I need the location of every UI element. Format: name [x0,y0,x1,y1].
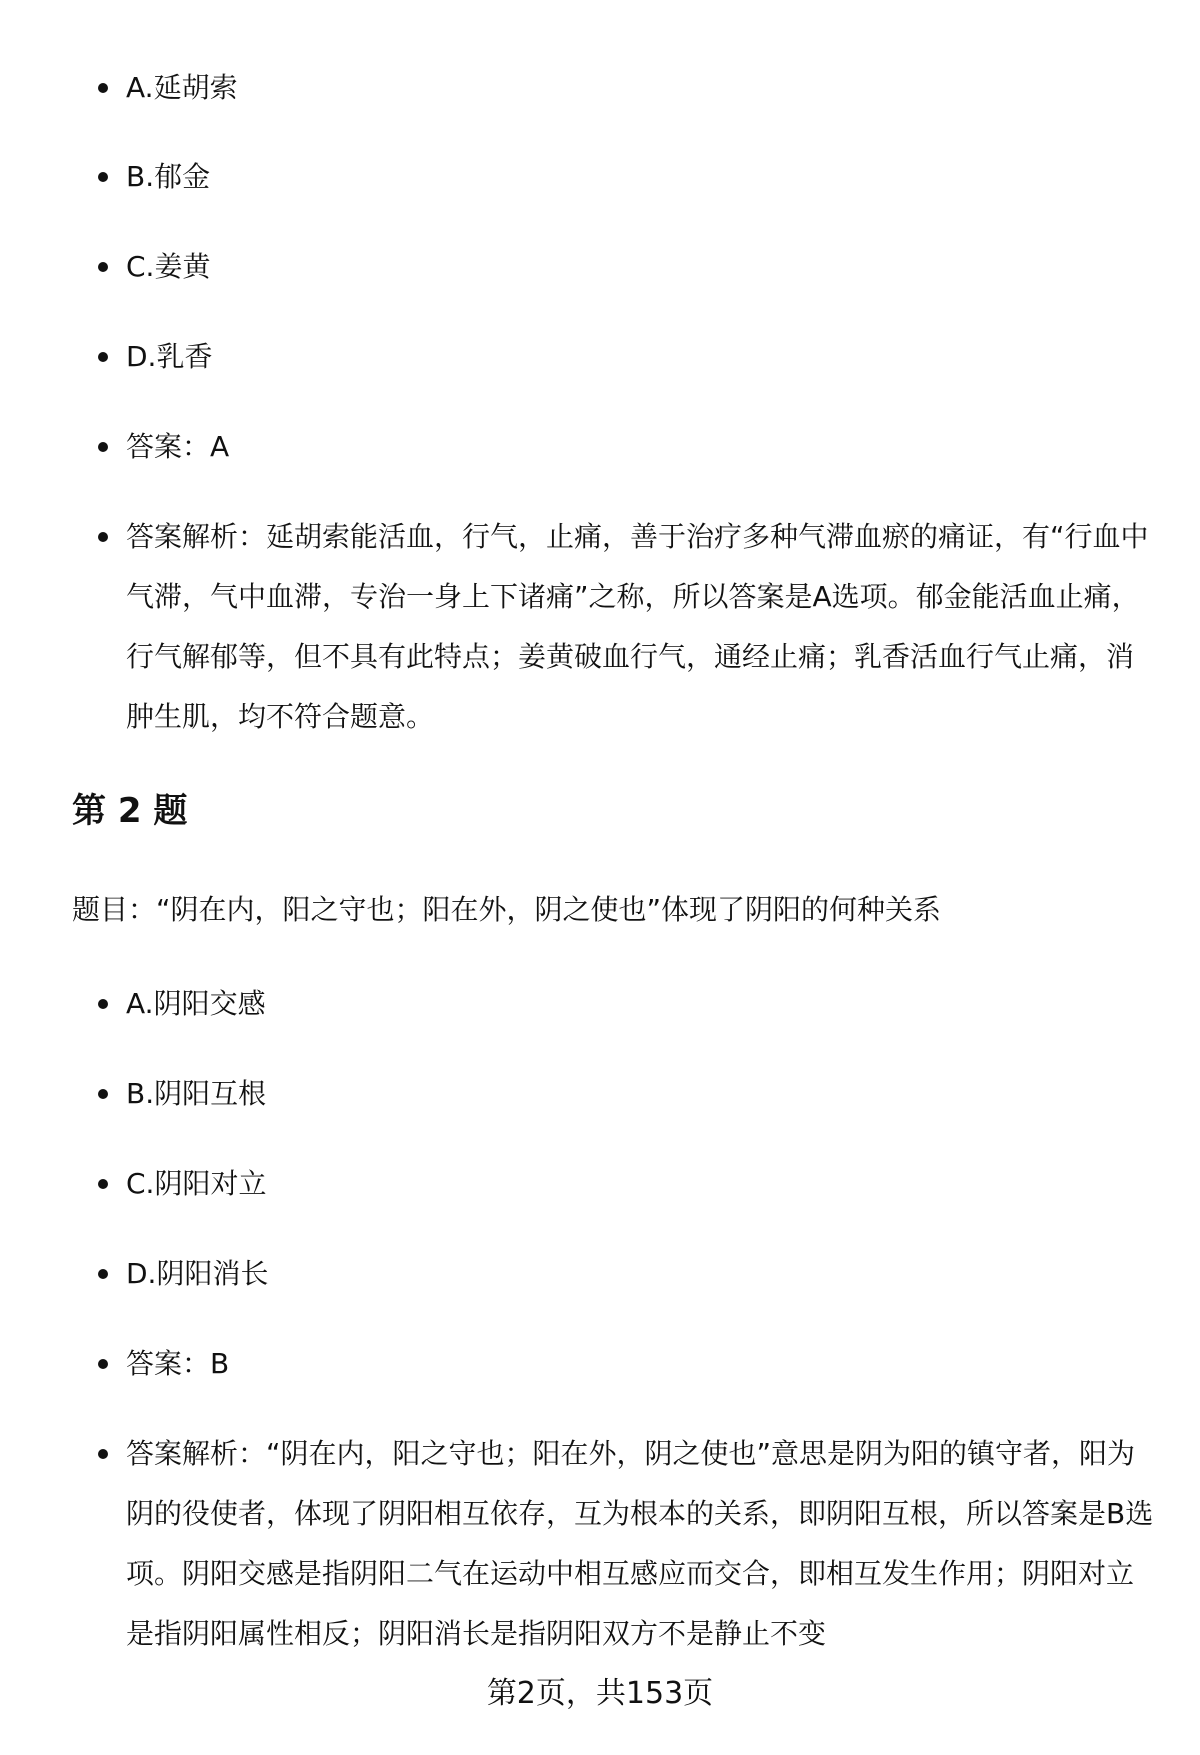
option-c: C.阴阳对立 [126,1154,1126,1214]
option-a: A.阴阳交感 [126,974,1126,1034]
option-d: D.阴阳消长 [126,1244,1126,1304]
question-stem: 题目：“阴在内，阳之守也；阳在外，阴之使也”体现了阴阳的何种关系 [72,893,942,926]
option-b: B.郁金 [126,147,1126,207]
option-a: A.延胡索 [126,58,1126,118]
question-heading: 第 2 题 [72,791,188,831]
option-c: C.姜黄 [126,237,1126,297]
answer-explanation: 答案解析：延胡索能活血，行气，止痛，善于治疗多种气滞血瘀的痛证，有“行血中气滞，气中血滞，专治一身上下诸痛”之称，所以答案是A选项。郁金能活血止痛，行气解郁等，但不具有此特点；姜黄破血行气，通经止痛；乳香活血行气止痛，消肿生肌，均不符合题意。 [126,507,1156,747]
answer-line: 答案：B [126,1334,1126,1394]
answer-explanation: 答案解析：“阴在内，阳之守也；阳在外，阴之使也”意思是阴为阳的镇守者，阳为阴的役使者，体现了阴阳相互依存，互为根本的关系，即阴阳互根，所以答案是B选项。阴阳交感是指阴阳二气在运动中相互感应而交合，即相互发生作用；阴阳对立是指阴阳属性相反；阴阳消长是指阴阳双方不是静止不变 [126,1424,1156,1664]
page-number: 第2页，共153页 [486,1676,714,1711]
answer-line: 答案：A [126,417,1126,477]
option-d: D.乳香 [126,327,1126,387]
option-b: B.阴阳互根 [126,1064,1126,1124]
